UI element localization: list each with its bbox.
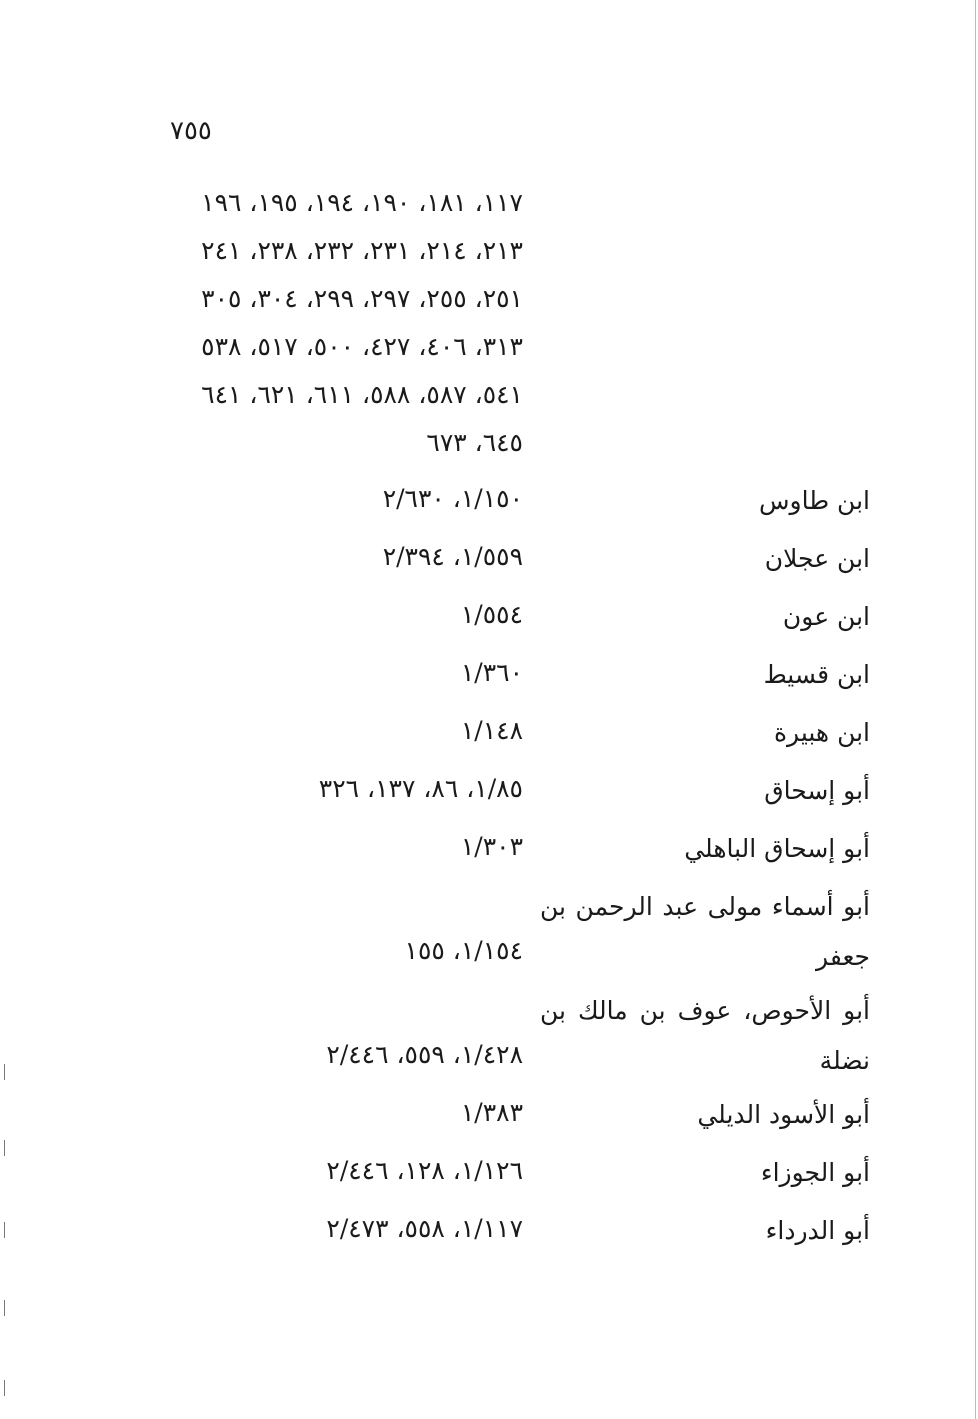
entry-refs: ١/٣٦٠: [460, 658, 523, 687]
margin-mark: [4, 1140, 5, 1156]
entry-name: أبو الدرداء: [765, 1216, 870, 1245]
continuation-line: ٢٥١، ٢٥٥، ٢٩٧، ٢٩٩، ٣٠٤، ٣٠٥: [201, 284, 523, 313]
entry-refs: ١/٤٢٨، ٥٥٩، ٢/٤٤٦: [326, 1040, 523, 1069]
continuation-line: ٣١٣، ٤٠٦، ٤٢٧، ٥٠٠، ٥١٧، ٥٣٨: [201, 332, 523, 361]
entry-refs: ١/١٥٤، ١٥٥: [404, 936, 523, 965]
continuation-line: ٥٤١، ٥٨٧، ٥٨٨، ٦١١، ٦٢١، ٦٤١: [201, 380, 523, 409]
page-edge: [975, 0, 976, 1419]
entry-refs: ١/١١٧، ٥٥٨، ٢/٤٧٣: [326, 1214, 523, 1243]
entry-refs: ١/١٥٠، ٢/٦٣٠: [382, 484, 523, 513]
entry-refs: ١/٥٥٩، ٢/٣٩٤: [382, 542, 523, 571]
entry-name: أبو إسحاق الباهلي: [684, 834, 870, 863]
entry-refs: ١/٣٨٣: [460, 1098, 523, 1127]
page-number: ٧٥٥: [170, 116, 212, 146]
continuation-line: ٦٤٥، ٦٧٣: [426, 428, 523, 457]
entry-name: ابن عجلان: [764, 544, 870, 573]
margin-mark: [4, 1222, 5, 1238]
entry-refs: ١/١٤٨: [460, 716, 523, 745]
entry-name: ابن قسيط: [763, 660, 870, 689]
continuation-line: ٢١٣، ٢١٤، ٢٣١، ٢٣٢، ٢٣٨، ٢٤١: [201, 236, 523, 265]
entry-name: أبو إسحاق: [764, 776, 870, 805]
margin-mark: [4, 1380, 5, 1396]
entry-name: ابن طاوس: [759, 486, 870, 515]
entry-name: أبو الأحوص، عوف بن مالك بن نضلة: [540, 996, 870, 1075]
continuation-line: ١١٧، ١٨١، ١٩٠، ١٩٤، ١٩٥، ١٩٦: [201, 188, 523, 217]
entry-name: ابن هبيرة: [773, 718, 870, 747]
entry-refs: ١/٨٥، ٨٦، ١٣٧، ٣٢٦: [318, 774, 523, 803]
entry-name: أبو الأسود الديلي: [697, 1100, 870, 1129]
entry-name: أبو أسماء مولى عبد الرحمن بن جعفر: [540, 892, 870, 971]
entry-name: أبو الجوزاء: [760, 1158, 870, 1187]
entry-refs: ١/٥٥٤: [460, 600, 523, 629]
entry-refs: ١/٣٠٣: [460, 832, 523, 861]
entry-name: ابن عون: [782, 602, 870, 631]
margin-mark: [4, 1300, 5, 1316]
entry-refs: ١/١٢٦، ١٢٨، ٢/٤٤٦: [326, 1156, 523, 1185]
margin-mark: [4, 1064, 5, 1080]
